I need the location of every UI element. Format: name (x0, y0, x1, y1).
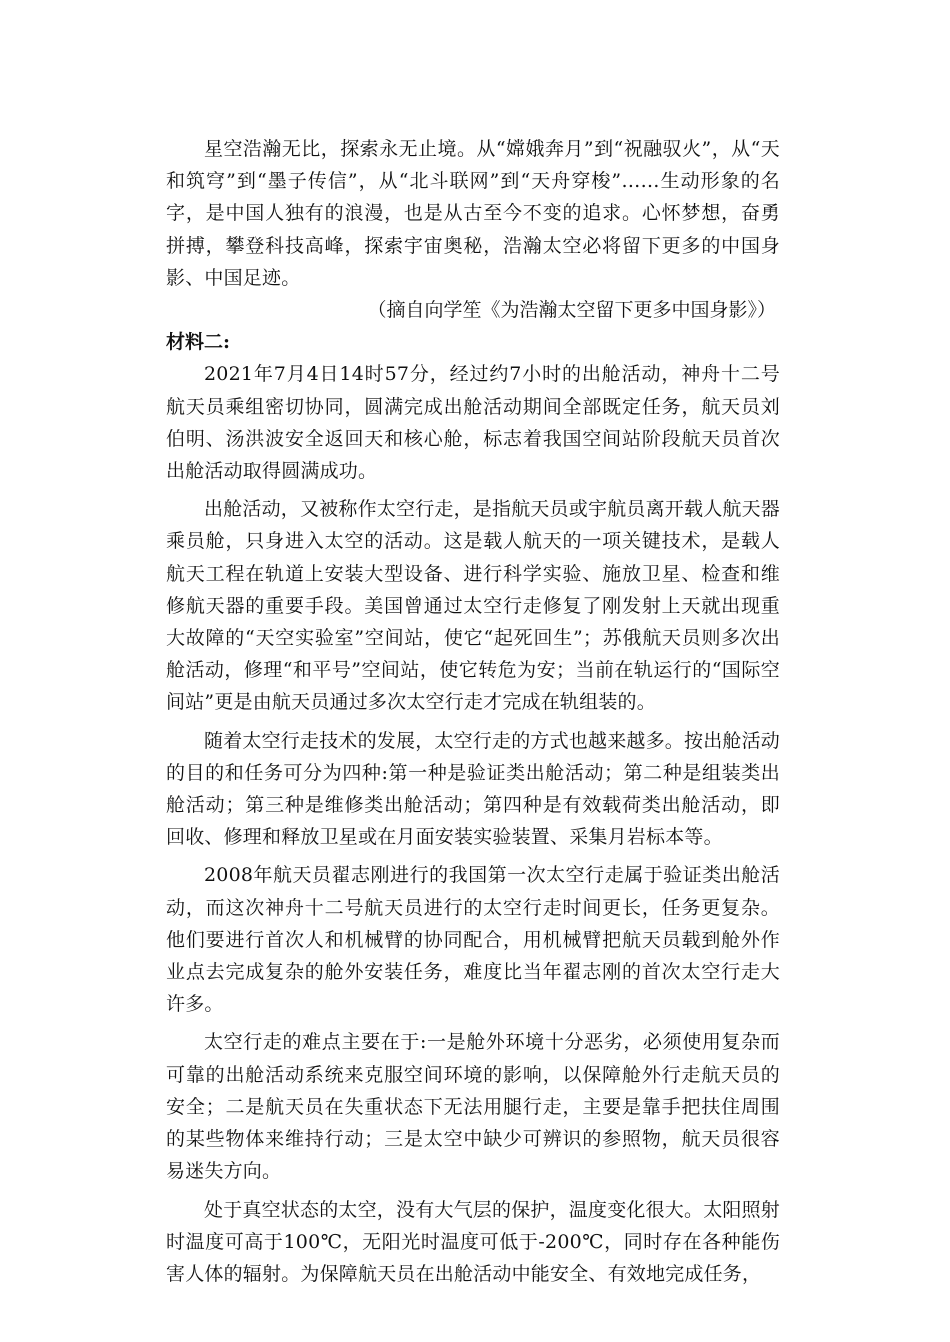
paragraph-6: 处于真空状态的太空，没有大气层的保护，温度变化很大。太阳照射时温度可高于100℃，无阳光时温度可低于-200℃，同时存在各种能伤害人体的辐射。为保障航天员在出舱活动中能安全、有效地完成任务， (166, 1198, 781, 1285)
paragraph-4: 2008年航天员翟志刚进行的我国第一次太空行走属于验证类出舱活动，而这次神舟十二号航天员进行的太空行走时间更长，任务更复杂。他们要进行首次人和机械臂的协同配合，用机械臂把航天员载到舱外作业点去完成复杂的舱外安装任务，难度比当年翟志刚的首次太空行走大许多。 (166, 864, 780, 1016)
paragraph-1: 2021年7月4日14时57分，经过约7小时的出舱活动，神舟十二号航天员乘组密切协同，圆满完成出舱活动期间全部既定任务，航天员刘伯明、汤洪波安全返回天和核心舱，标志着我国空间站阶段航天员首次出舱活动取得圆满成功。 (166, 363, 780, 483)
paragraph-3: 随着太空行走技术的发展，太空行走的方式也越来越多。按出舱活动的目的和任务可分为四种:第一种是验证类出舱活动；第二种是组装类出舱活动；第三种是维修类出舱活动；第四种是有效载荷类出舱活动，即回收、修理和释放卫星或在月面安装实验装置、采集月岩标本等。 (166, 729, 781, 849)
paragraph-2: 出舱活动，又被称作太空行走，是指航天员或宇航员离开载人航天器乘员舱，只身进入太空的活动。这是载人航天的一项关键技术，是载人航天工程在轨道上安装大型设备、进行科学实验、施放卫星、检查和维修航天器的重要手段。美国曾通过太空行走修复了刚发射上天就出现重大故障的“天空实验室”空间站，使它“起死回生”；苏俄航天员则多次出舱活动，修理“和平号”空间站，使它转危为安；当前在轨运行的“国际空间站”更是由航天员通过多次太空行走才完成在轨组装的。 (166, 498, 781, 714)
section-heading: 材料二: (166, 331, 231, 354)
paragraph-5: 太空行走的难点主要在于:一是舱外环境十分恶劣，必须使用复杂而可靠的出舱活动系统来克服空间环境的影响，以保障舱外行走航天员的安全；二是航天员在失重状态下无法用腿行走，主要是靠手把扶住周围的某些物体来维持行动；三是太空中缺少可辨识的参照物，航天员很容易迷失方向。 (166, 1031, 780, 1183)
source-citation: （摘自向学笙《为浩瀚太空留下更多中国身影》） (367, 299, 776, 322)
intro-paragraph: 星空浩瀚无比，探索永无止境。从“嫦娥奔月”到“祝融驭火”，从“天和筑穹”到“墨子传信”，从“北斗联网”到“天舟穿梭”……生动形象的名字，是中国人独有的浪漫，也是从古至今不变的追求。心怀梦想，奋勇拼搏，攀登科技高峰，探索宇宙奥秘，浩瀚太空必将留下更多的中国身影、中国足迹。 (166, 138, 780, 289)
document-page (166, 133, 780, 1290)
